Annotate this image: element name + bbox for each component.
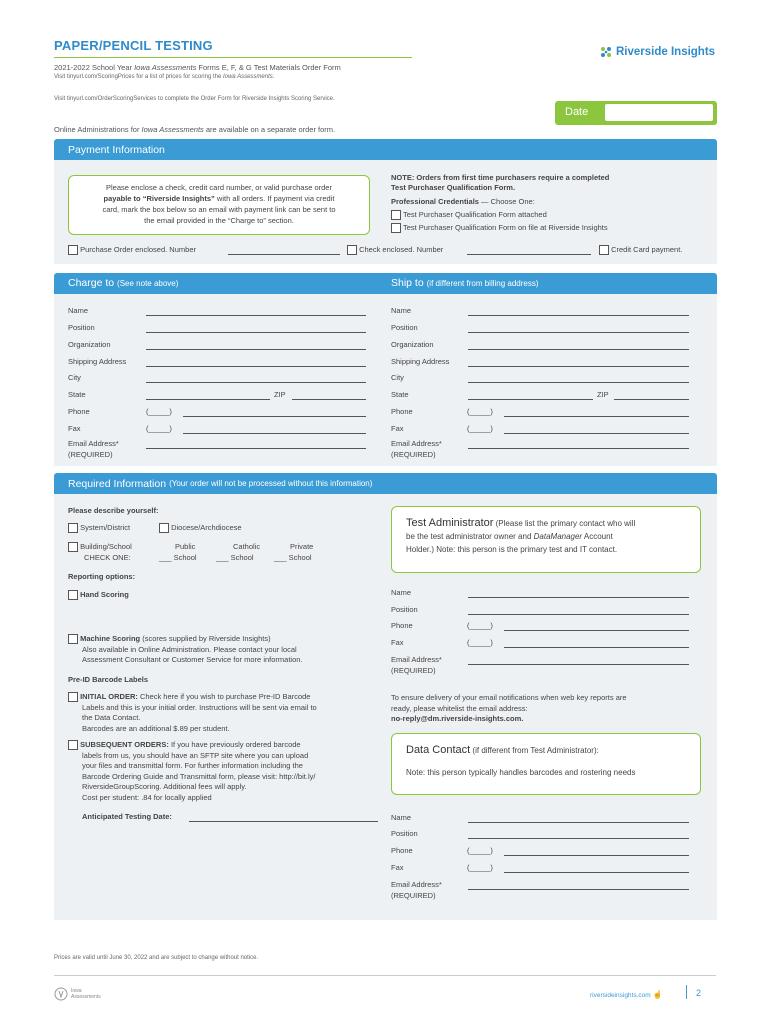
checkbox[interactable] <box>347 245 357 255</box>
checkbox[interactable] <box>68 523 78 533</box>
page-number: 2 <box>696 988 702 998</box>
charge-to-name-field[interactable] <box>146 315 366 316</box>
test-admin-position-field[interactable] <box>468 614 689 615</box>
ship-to-zip-field[interactable] <box>614 399 689 400</box>
charge-to-phone-area-code[interactable]: (_____) <box>146 407 172 416</box>
payment-section-header: Payment Information <box>54 139 717 160</box>
test-admin-fax-label: Fax <box>391 638 404 647</box>
ship-to-name-field[interactable] <box>468 315 689 316</box>
subsequent-order-option[interactable]: SUBSEQUENT ORDERS: If you have previously ordered barcode labels from us, you should have an SFTP site where you can upload your files and transmittal form. For further information including the Barcode Ordering Guide and Transmittal form, please visit: http://bit.ly/ RiversideGroupScoring. Additional fees will apply. Cost per student: .84 for locally applied <box>68 740 378 803</box>
purchase-order-option[interactable]: Purchase Order enclosed. Number <box>68 245 196 255</box>
ship-to-email-field[interactable] <box>468 448 689 449</box>
date-label: Date <box>565 106 589 118</box>
ship-to-fax-field[interactable] <box>504 433 689 434</box>
footer-separator <box>686 985 687 999</box>
test-admin-fax-field[interactable] <box>504 647 689 648</box>
data-contact-name-label: Name <box>391 813 412 822</box>
check-number-field[interactable] <box>467 254 591 255</box>
system-district-option[interactable]: System/District <box>68 523 130 533</box>
data-contact-phone-label: Phone <box>391 846 413 855</box>
charge-to-city-label: City <box>68 373 81 382</box>
date-field-group <box>555 101 717 125</box>
checkbox[interactable] <box>68 542 78 552</box>
ship-to-fax-area-code[interactable]: (_____) <box>467 424 493 433</box>
data-contact-fax-label: Fax <box>391 863 404 872</box>
ship-to-organization-label: Organization <box>391 340 434 349</box>
data-contact-position-label: Position <box>391 829 418 838</box>
test-admin-name-label: Name <box>391 588 412 597</box>
reporting-label: Reporting options: <box>68 572 136 581</box>
checkbox[interactable] <box>159 523 169 533</box>
charge-to-position-label: Position <box>68 323 95 332</box>
riverside-logo-icon <box>600 46 612 58</box>
payment-instructions-box: Please enclose a check, credit card number, or valid purchase order payable to “Riverside Insights” with all orders. If payment via credit card, mark the box below so an email with payment link can be sent to the email provided in the “Charge to” section. <box>68 175 370 235</box>
machine-scoring-option[interactable]: Machine Scoring (scores supplied by Riverside Insights) Also available in Online Administration. Please contact your local Assessment Consultant or Customer Service for more information. <box>68 634 368 666</box>
test-admin-email-field[interactable] <box>468 664 689 665</box>
checkbox[interactable] <box>599 245 609 255</box>
test-admin-name-field[interactable] <box>468 597 689 598</box>
iowa-logo-icon <box>54 987 68 1001</box>
charge-to-shipping-address-label: Shipping Address <box>68 357 127 366</box>
charge-to-email-label: Email Address* (REQUIRED) <box>68 439 119 459</box>
credit-card-option[interactable]: Credit Card payment. <box>599 245 682 255</box>
charge-to-fax-area-code[interactable]: (_____) <box>146 424 172 433</box>
hand-scoring-option[interactable]: Hand Scoring <box>68 590 129 600</box>
diocese-option[interactable]: Diocese/Archdiocese <box>159 523 242 533</box>
ship-to-name-label: Name <box>391 306 412 315</box>
charge-to-phone-label: Phone <box>68 407 90 416</box>
first-time-note: NOTE: Orders from first time purchasers require a completed <box>391 173 610 182</box>
public-label: Public <box>175 542 196 551</box>
preid-label: Pre-ID Barcode Labels <box>68 675 149 684</box>
ship-to-shipping-address-field[interactable] <box>468 366 689 367</box>
charge-to-zip-label: ZIP <box>274 390 286 399</box>
describe-label: Please describe yourself: <box>68 506 159 515</box>
ship-to-phone-field[interactable] <box>504 416 689 417</box>
ship-to-position-label: Position <box>391 323 418 332</box>
credential-option-on-file[interactable]: Test Purchaser Qualification Form on file at Riverside Insights <box>391 223 608 233</box>
page-title: PAPER/PENCIL TESTING <box>54 38 213 53</box>
form-subtitle: 2021-2022 School Year Iowa Assessments Forms E, F, & G Test Materials Order Form <box>54 63 341 72</box>
data-contact-name-field[interactable] <box>468 822 689 823</box>
building-school-option[interactable]: Building/School <box>68 542 132 552</box>
ship-to-zip-label: ZIP <box>597 390 609 399</box>
catholic-label: Catholic <box>233 542 261 551</box>
checkbox[interactable] <box>68 590 78 600</box>
data-contact-email-field[interactable] <box>468 889 689 890</box>
riverside-logo: Riverside Insights <box>600 46 715 58</box>
ship-to-state-field[interactable] <box>468 399 593 400</box>
checkbox[interactable] <box>391 223 401 233</box>
date-input[interactable] <box>605 104 713 121</box>
test-admin-phone-label: Phone <box>391 621 413 630</box>
first-time-note-2: Test Purchaser Qualification Form. <box>391 183 516 192</box>
website-link[interactable]: riversideinsights.com ☝ <box>590 990 663 999</box>
ship-to-organization-field[interactable] <box>468 349 689 350</box>
iowa-assessments-logo: Iowa Assessments <box>54 987 101 1001</box>
checkbox[interactable] <box>391 210 401 220</box>
credential-option-attached[interactable]: Test Purchaser Qualification Form attached <box>391 210 547 220</box>
test-admin-phone-field[interactable] <box>504 630 689 631</box>
data-contact-fax-area-code[interactable]: (_____) <box>467 863 493 872</box>
ship-to-state-label: State <box>391 390 409 399</box>
footer-divider <box>54 975 716 976</box>
data-contact-position-field[interactable] <box>468 838 689 839</box>
pricing-link-text: Visit tinyurl.com/ScoringPrices for a list of prices for scoring the Iowa Assessments. <box>54 74 275 80</box>
ship-to-email-label: Email Address* (REQUIRED) <box>391 439 442 459</box>
data-contact-email-label: Email Address* (REQUIRED) <box>391 880 442 900</box>
test-admin-card: Test Administrator (Please list the primary contact who will be the test administrator owner and DataManager Account Holder.) Note: this person is the primary test and IT contact. <box>391 506 701 573</box>
checkbox[interactable] <box>68 740 78 750</box>
initial-order-option[interactable]: INITIAL ORDER: Check here if you wish to purchase Pre-ID Barcode Labels and this is your initial order. Instructions will be sent via email to the Data Contact. Barcodes are an additional $.89 per student. <box>68 692 378 734</box>
scoring-services-text: Visit tinyurl.com/OrderScoringServices to complete the Order Form for Riverside Insights Scoring Service. <box>54 96 335 102</box>
ship-to-phone-label: Phone <box>391 407 413 416</box>
online-admin-note: Online Administrations for Iowa Assessments are available on a separate order form. <box>54 125 336 134</box>
public-school-option[interactable]: ___ School <box>159 553 197 562</box>
charge-to-fax-field[interactable] <box>183 433 366 434</box>
cursor-icon: ☝ <box>652 990 663 999</box>
charge-to-heading: Charge to (See note above) <box>68 277 179 289</box>
ship-to-shipping-address-label: Shipping Address <box>391 357 450 366</box>
prices-note: Prices are valid until June 30, 2022 and are subject to change without notice. <box>54 955 259 961</box>
checkbox[interactable] <box>68 245 78 255</box>
checkbox[interactable] <box>68 692 78 702</box>
ship-to-fax-label: Fax <box>391 424 404 433</box>
charge-to-name-label: Name <box>68 306 89 315</box>
test-admin-email-label: Email Address* (REQUIRED) <box>391 655 442 675</box>
testing-date-label: Anticipated Testing Date: <box>82 812 172 821</box>
ship-to-position-field[interactable] <box>468 332 689 333</box>
charge-to-phone-field[interactable] <box>183 416 366 417</box>
ship-to-city-label: City <box>391 373 404 382</box>
charge-to-position-field[interactable] <box>146 332 366 333</box>
ship-to-city-field[interactable] <box>468 382 689 383</box>
charge-to-organization-field[interactable] <box>146 349 366 350</box>
charge-to-city-field[interactable] <box>146 382 366 383</box>
whitelist-note: To ensure delivery of your email notifications when web key reports are ready, please whitelist the email address: no-reply@dm.riverside-insights.com. <box>391 693 627 723</box>
address-panel <box>54 294 717 466</box>
charge-to-email-field[interactable] <box>146 448 366 449</box>
charge-to-state-label: State <box>68 390 86 399</box>
private-label: Private <box>290 542 314 551</box>
charge-to-organization-label: Organization <box>68 340 111 349</box>
ship-to-heading: Ship to (if different from billing address) <box>391 277 539 289</box>
test-admin-position-label: Position <box>391 605 418 614</box>
charge-to-state-field[interactable] <box>146 399 270 400</box>
ship-to-phone-area-code[interactable]: (_____) <box>467 407 493 416</box>
data-contact-card: Data Contact (if different from Test Administrator): Note: this person typically handles barcodes and rostering needs <box>391 733 701 795</box>
test-admin-phone-area-code[interactable]: (_____) <box>467 621 493 630</box>
catholic-school-option[interactable]: ___ School <box>216 553 254 562</box>
data-contact-phone-field[interactable] <box>504 855 689 856</box>
charge-to-shipping-address-field[interactable] <box>146 366 366 367</box>
testing-date-field[interactable] <box>189 821 378 822</box>
data-contact-phone-area-code[interactable]: (_____) <box>467 846 493 855</box>
credentials-label: Professional Credentials — Choose One: <box>391 197 535 206</box>
check-enclosed-option[interactable]: Check enclosed. Number <box>347 245 443 255</box>
private-school-option[interactable]: ___ School <box>274 553 312 562</box>
check-one-label: CHECK ONE: <box>84 553 131 562</box>
required-info-header: Required Information (Your order will not be processed without this information) <box>54 473 717 494</box>
po-number-field[interactable] <box>228 254 340 255</box>
checkbox[interactable] <box>68 634 78 644</box>
charge-to-fax-label: Fax <box>68 424 81 433</box>
test-admin-fax-area-code[interactable]: (_____) <box>467 638 493 647</box>
charge-to-zip-field[interactable] <box>292 399 366 400</box>
title-divider <box>54 57 412 58</box>
data-contact-fax-field[interactable] <box>504 872 689 873</box>
